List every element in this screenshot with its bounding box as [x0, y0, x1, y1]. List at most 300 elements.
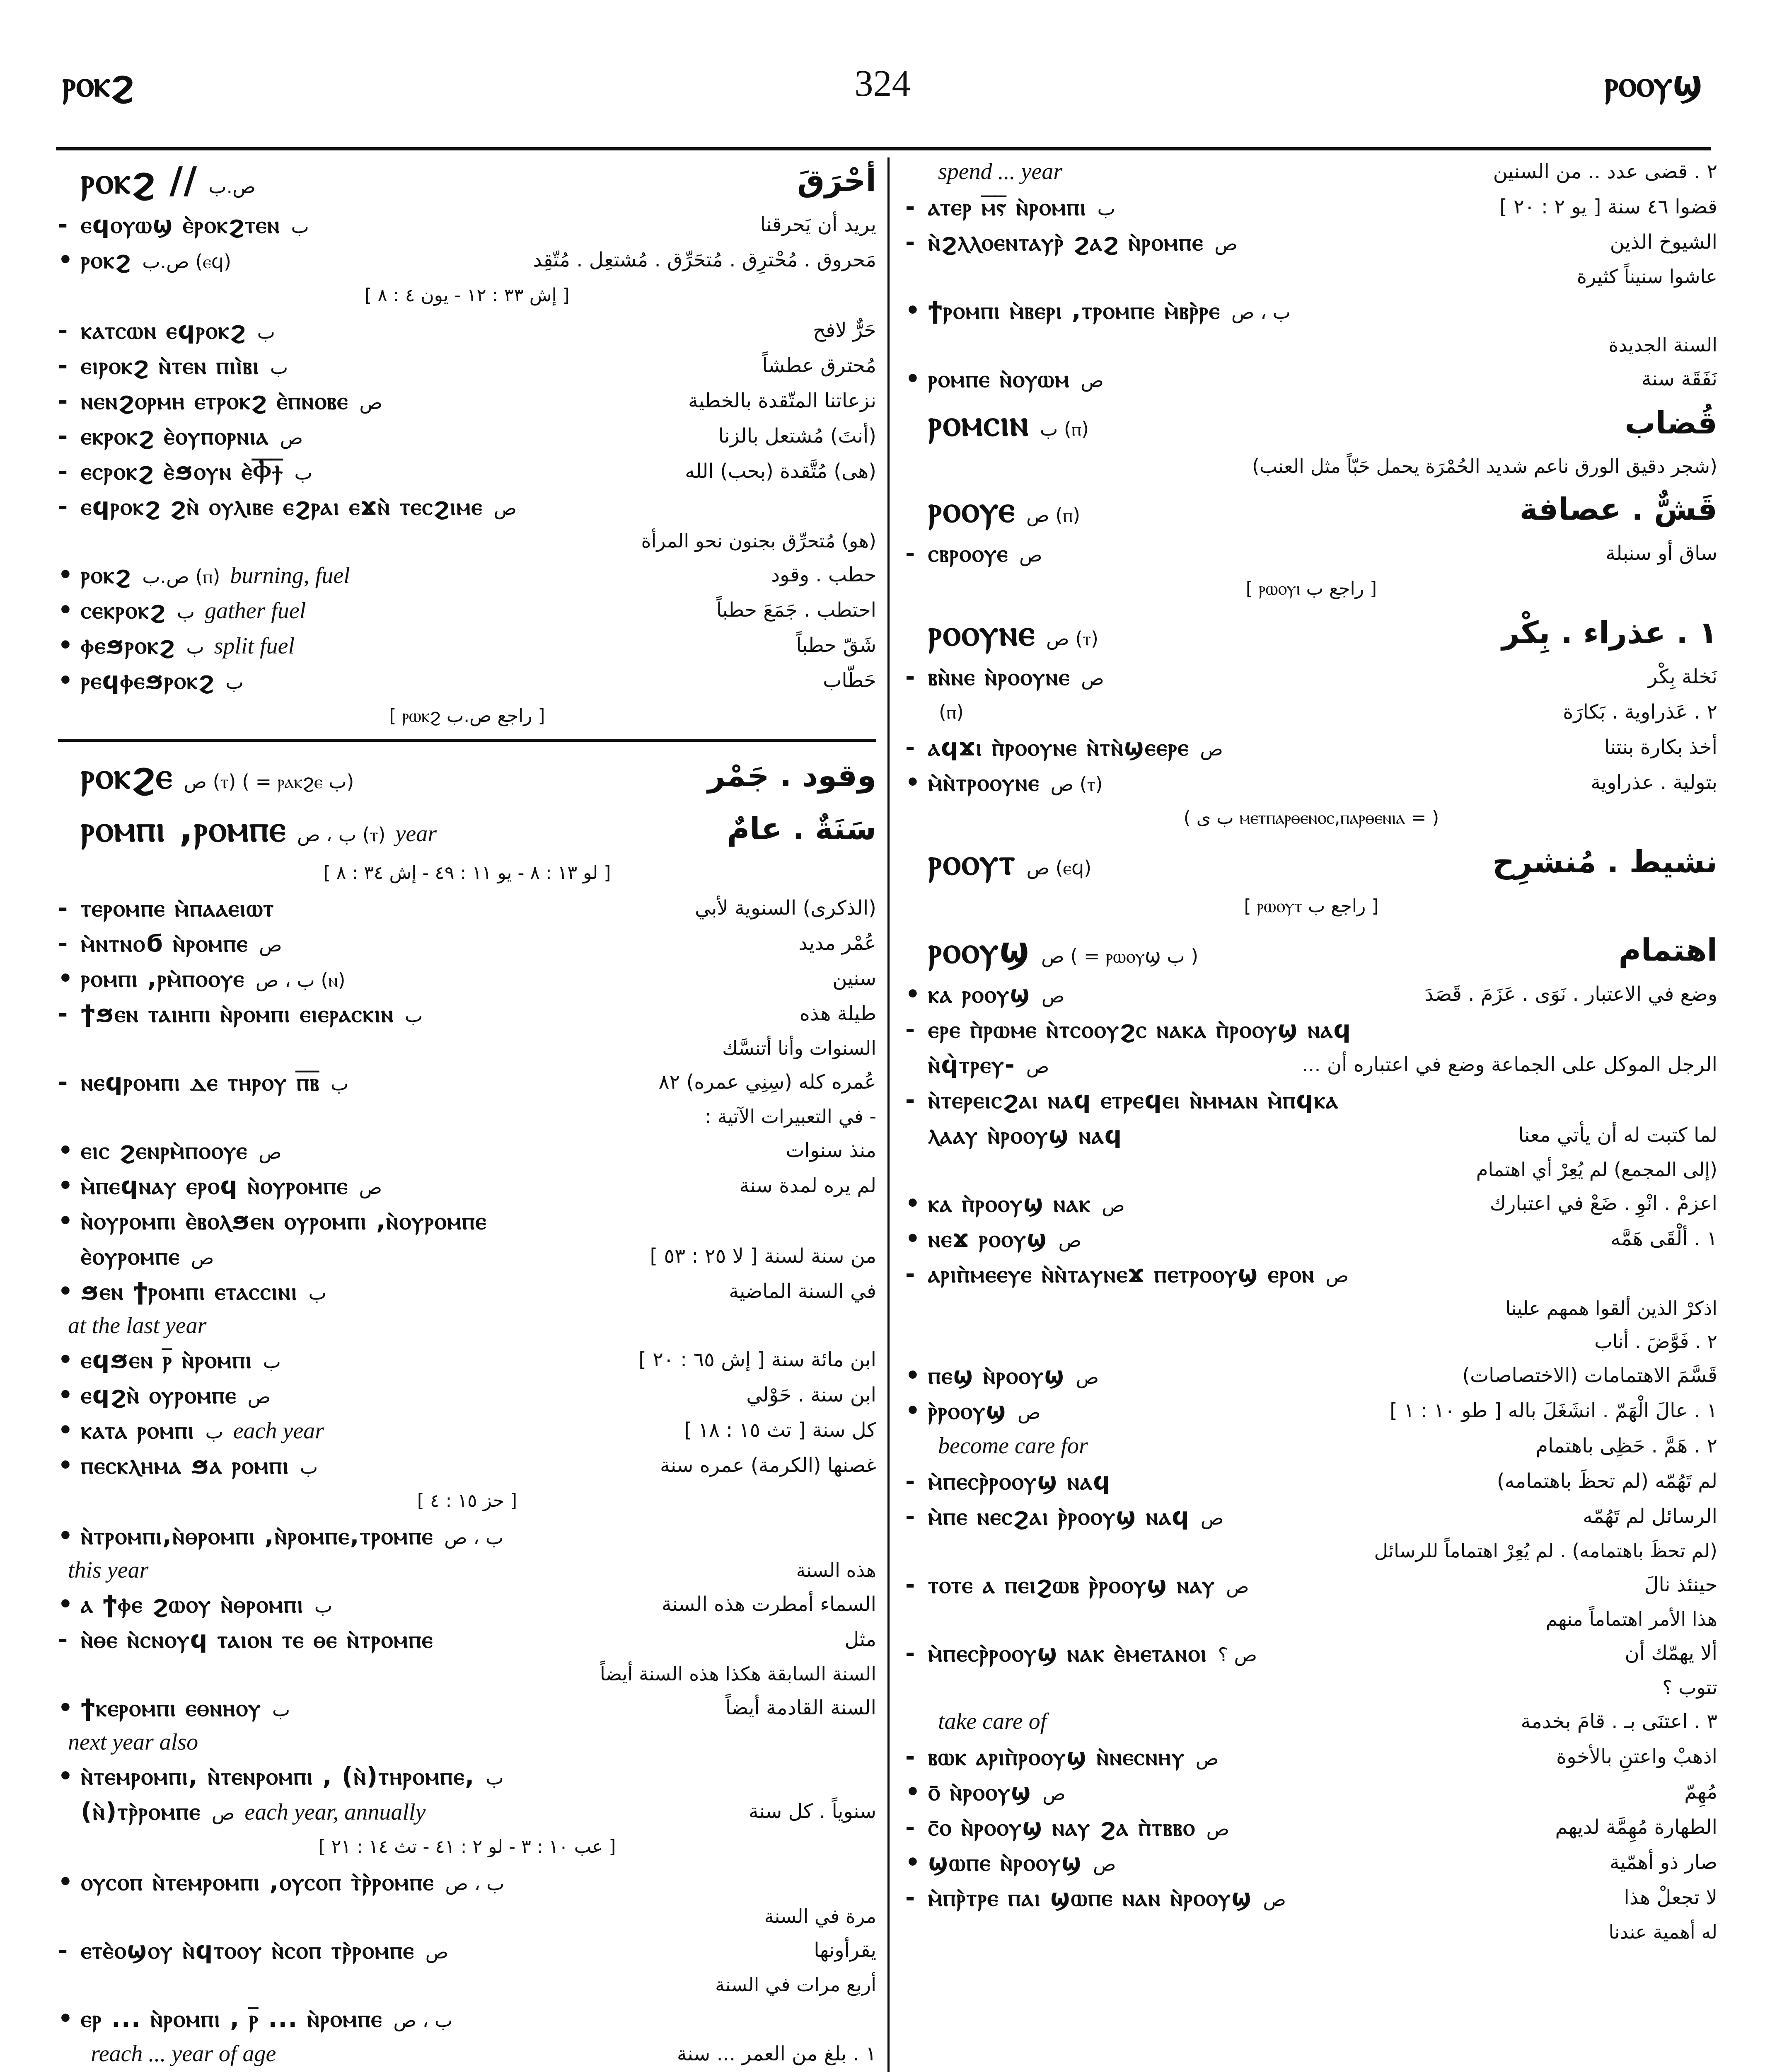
bullet: - [58, 1069, 68, 1096]
dialect-tag: ص ( = ⲣⲱⲟⲩϣ ب ) [1041, 945, 1199, 967]
right-column [905, 154, 1717, 2072]
entry-line [58, 1726, 876, 1759]
dialect-tag: ص [1026, 1055, 1049, 1077]
dialect-tag: ب [257, 321, 275, 343]
entry-line [58, 926, 876, 961]
reference-line [58, 855, 876, 891]
entry-line [905, 977, 1717, 1012]
bullet: • [58, 597, 73, 624]
bullet: - [58, 1000, 68, 1027]
coptic-text: ⲉⲓⲣⲟⲕϩ ⲛ̀ⲧⲉⲛ ⲡⲓⲓ̀ⲃⲓ [81, 351, 259, 380]
english-gloss: next year also [68, 1729, 198, 1755]
entry-line [905, 1464, 1717, 1499]
arabic-gloss: الرجل الموكل على الجماعة وضع في اعتباره أن ... [1301, 1053, 1717, 1076]
dialect-tag: ص [211, 1802, 235, 1824]
coptic-text: ⲛ̀ϥ̀ⲧⲣⲉⲩ- [928, 1051, 1015, 1079]
bullet: • [58, 1382, 73, 1409]
bullet: - [58, 352, 68, 379]
dialect-tag: ب [308, 1282, 326, 1304]
arabic-gloss: طيلة هذه [799, 1002, 876, 1025]
dialect-tag: ص.ب (ⲉϥ) [142, 250, 232, 273]
entry-line [58, 996, 876, 1031]
bullet: - [905, 229, 915, 256]
entry-line [58, 207, 876, 242]
arabic-gloss: ابن مائة سنة [ إش ٦٥ : ٢٠ ] [638, 1348, 876, 1371]
entry-line [905, 1153, 1717, 1186]
bullet: - [58, 930, 68, 957]
arabic-gloss: الطهارة مُهِمَّة لديهم [1555, 1815, 1717, 1839]
entry-line [58, 1031, 876, 1065]
bullet: • [58, 1452, 73, 1479]
entry-headword [58, 749, 876, 802]
bullet: • [58, 1869, 73, 1895]
coptic-text: ⲣⲟⲟⲩⲛⲉ [928, 611, 1036, 654]
entry-headword [58, 154, 876, 207]
english-gloss: reach ... year of age [91, 2041, 276, 2067]
arabic-gloss: مرة في السنة [764, 1905, 876, 1927]
dialect-tag: ص [1081, 369, 1104, 392]
dialect-tag: ص.ب [208, 175, 256, 198]
coptic-text: ⲡⲉϣ ⲛ̀ⲣⲟⲟⲩϣ [928, 1361, 1065, 1389]
entry-line [58, 242, 876, 278]
bullet: • [58, 1763, 73, 1790]
dialect-tag: ص [1263, 1888, 1286, 1910]
bullet: - [58, 211, 68, 238]
dialect-tag: ب ، ص [1231, 301, 1291, 323]
coptic-text: ⲕⲁ ⲡ̀ⲣⲟⲟⲩϣ ⲛⲁⲕ [928, 1189, 1091, 1218]
bullet: • [58, 1137, 73, 1164]
entry-line [905, 1915, 1717, 1949]
english-gloss: split fuel [214, 633, 295, 659]
arabic-gloss: السماء أمطرت هذه السنة [661, 1593, 876, 1616]
dialect-tag: ب [186, 636, 204, 658]
coptic-text: ϧⲉⲛ ϯⲣⲟⲙⲡⲓ ⲉⲧⲁⲥⲥⲓⲛⲓ [81, 1277, 298, 1305]
coptic-text: ⲕⲁⲧⲥⲱⲛ ⲉϥⲣⲟⲕϩ [81, 316, 247, 344]
entry-line [905, 293, 1717, 328]
entry-line [905, 1704, 1717, 1739]
entry-line [905, 1047, 1717, 1082]
dialect-tag: ص [259, 934, 282, 956]
coptic-text: ⲣⲟⲙⲡⲓ ,ⲣⲟⲙⲡⲉ [81, 807, 287, 850]
arabic-gloss: أربع مرات في السنة [715, 1973, 876, 1996]
bullet: • [58, 1172, 73, 1199]
arabic-gloss: عُمْر مديد [798, 932, 876, 955]
entry-line [58, 1448, 876, 1483]
entry-line [905, 189, 1717, 225]
entry-line [58, 2036, 876, 2072]
entry-headword [58, 802, 876, 855]
arabic-gloss: مَحروق . مُحْترِق . مُتحَرِّق . مُشتعِل . مُتّقِد [533, 248, 876, 271]
coptic-text: ⲙ̀ⲡⲉ ⲛⲉⲥϩⲁⲓ ⲣ̀ⲣⲟⲟⲩϣ ⲛⲁϥ [928, 1502, 1190, 1530]
entry-line [58, 1622, 876, 1657]
dialect-tag: ص [259, 1141, 282, 1163]
column-divider [887, 157, 890, 2072]
entry-line [58, 1168, 876, 1203]
english-gloss: year [395, 821, 437, 847]
entry-line [58, 1657, 876, 1690]
arabic-gloss: اهتمام [1618, 932, 1717, 968]
english-gloss: become care for [938, 1433, 1088, 1459]
entry-line [58, 1587, 876, 1622]
coptic-text: ϯⲕⲉⲣⲟⲙⲡⲓ ⲉⲑⲛⲏⲟⲩ [81, 1694, 261, 1722]
arabic-gloss: ٢ . عَذراوية . بَكارَة [1563, 700, 1717, 724]
entry-line [905, 1499, 1717, 1534]
coptic-text: ⲣⲟⲙⲡⲉ ⲛ̀ⲟⲩⲱⲙ [928, 365, 1070, 393]
entry-line [58, 1309, 876, 1342]
english-gloss: each year, annually [244, 1799, 426, 1825]
coptic-text: ⲣⲟⲕϩ [81, 246, 132, 274]
coptic-text: ⲁϥϫⲓ ⲡ̀ⲣⲟⲟⲩⲛⲉ ⲛ̀ⲧⲛ̀ϣⲉⲉⲣⲉ [928, 733, 1190, 761]
arabic-gloss: من سنة لسنة [ لا ٢٥ : ٥٣ ] [650, 1244, 876, 1268]
reference-text: [ راجع ب ⲣⲱⲟⲩⲓ ] [1245, 578, 1377, 599]
arabic-gloss: (هى) مُتَّقدة (بحب) الله [685, 460, 876, 483]
arabic-gloss: قضوا ٤٦ سنة [ يو ٢ : ٢٠ ] [1499, 195, 1717, 218]
bullet: • [905, 981, 920, 1008]
coptic-text: ⲉϥϩⲛ̀ ⲟⲩⲣⲟⲙⲡⲉ [81, 1381, 237, 1409]
coptic-text: ⲉⲣⲉ ⲡ̀ⲣⲱⲙⲉ ⲛ̀ⲧⲥⲟⲟⲩϩⲥ ⲛⲁⲕⲁ ⲡ̀ⲣⲟⲟⲩϣ ⲛⲁϥ [928, 1015, 1352, 1043]
entry-line [58, 2001, 876, 2036]
entry-line [905, 1774, 1717, 1810]
entry-line [905, 1602, 1717, 1636]
coptic-text: ⲛⲉϥⲣⲟⲙⲡⲓ ⲇⲉ ⲧⲏⲣⲟⲩ ⲡ̅ⲃ̅ [81, 1068, 320, 1096]
coptic-text: ⲕⲁⲧⲁ ⲣⲟⲙⲡⲓ [81, 1416, 195, 1444]
dialect-tag: ص (ⲧ) [1050, 773, 1103, 795]
entry-line [905, 1636, 1717, 1671]
dialect-tag: ص [1058, 1229, 1082, 1251]
entry-line [905, 1358, 1717, 1393]
dialect-tag: ب [205, 1421, 223, 1443]
entry-line [905, 765, 1717, 800]
english-gloss: take care of [938, 1709, 1047, 1734]
arabic-gloss: أخذ بكارة بنتنا [1604, 736, 1717, 759]
arabic-gloss: غصنها (الكرمة) عمره سنة [660, 1454, 876, 1477]
coptic-text: ⲣⲟⲙⲥⲓⲛ [928, 402, 1029, 444]
entry-line [905, 730, 1717, 765]
coptic-text: ⲣⲉϥⲫⲉϧⲣⲟⲕϩ [81, 666, 215, 695]
coptic-text: ⲛⲉⲛϩⲟⲣⲙⲏ ⲉⲧⲣⲟⲕϩ ⲉ̀ⲡⲛⲟⲃⲉ [81, 387, 349, 415]
arabic-gloss: في السنة الماضية [729, 1280, 876, 1303]
entry-headword [905, 606, 1717, 659]
entry-line [905, 695, 1717, 730]
dialect-tag: ص (ⲉϥ) [1026, 857, 1092, 879]
reference-text: ( = ⲙⲉⲧⲡⲁⲣⲑⲉⲛⲟⲥ,ⲡⲁⲣⲑⲉⲛⲓⲁ ب ى ) [1183, 807, 1439, 828]
arabic-gloss: سنوياً . كل سنة [748, 1800, 876, 1823]
bullet: • [58, 1591, 73, 1618]
coptic-text: ϯϧⲉⲛ ⲧⲁⲓⲏⲡⲓ ⲛ̀ⲣⲟⲙⲡⲓ ⲉⲓⲉⲣⲁⲥⲕⲓⲛ [81, 1000, 394, 1028]
entry-line [905, 1118, 1717, 1153]
arabic-gloss: هذه السنة [796, 1559, 876, 1581]
bullet: - [58, 1626, 68, 1653]
dialect-tag: ص [1093, 1853, 1116, 1875]
reference-text: [ راجع ص.ب ⲣⲱⲕϩ ] [389, 705, 545, 726]
bullet: • [58, 965, 73, 992]
reference-line [58, 1829, 876, 1864]
bullet: - [905, 734, 915, 761]
arabic-gloss: ١ . عذراء . بِكْر [1501, 615, 1717, 651]
entry-line [58, 1518, 876, 1554]
entry-line [58, 419, 876, 454]
coptic-text: ⲣⲟⲙⲡⲓ ,ⲣⲙ̀ⲡⲟⲟⲩⲉ [81, 964, 245, 992]
entry-line [58, 628, 876, 663]
dialect-tag: ص [1200, 1507, 1224, 1529]
dialect-tag: ب ، ص (ⲛ) [255, 969, 346, 991]
bullet: • [58, 667, 73, 694]
bullet: - [905, 540, 915, 567]
arabic-gloss: يقرأونها [814, 1939, 876, 1962]
dialect-tag: ص [425, 1941, 449, 1963]
reference-line [905, 800, 1717, 835]
dialect-tag: ب ، ص [393, 2009, 453, 2031]
entry-line [905, 154, 1717, 189]
dialect-tag: ص (ⲧ) ( = ⲣⲁⲕϩⲉ ب) [184, 770, 354, 793]
arabic-gloss: (لم تحظَ باهتمامه) . لم يُعِرْ اهتماماً للرسائل [1374, 1539, 1717, 1562]
bullet: - [905, 1571, 915, 1598]
bullet: - [905, 1087, 915, 1113]
coptic-text: ⲣ̀ⲣⲟⲟⲩϣ [928, 1397, 1007, 1425]
coptic-text: ⲙ̀ⲡⲣ̀ⲧⲣⲉ ⲡⲁⲓ ϣⲱⲡⲉ ⲛⲁⲛ ⲛ̀ⲣⲟⲟⲩϣ [928, 1883, 1252, 1912]
arabic-gloss: حَطّاب [823, 669, 876, 692]
entry-line [58, 524, 876, 557]
coptic-text: ⲗⲁⲁⲩ ⲛ̀ⲣⲟⲟⲩϣ ⲛⲁϥ [928, 1121, 1123, 1149]
entry-line [58, 1933, 876, 1968]
coptic-text: ⲛ̀ⲧⲉⲣⲉⲓⲥϩⲁⲓ ⲛⲁϥ ⲉⲧⲣⲉϥⲉⲓ ⲛ̀ⲙⲙⲁⲛ ⲙ̀ⲡϥⲕⲁ [928, 1086, 1339, 1114]
arabic-gloss: السنوات وأنا أتنسَّك [722, 1037, 876, 1059]
dialect-tag: ص [247, 1385, 271, 1408]
entry-line [905, 1012, 1717, 1047]
entry-headword [905, 397, 1717, 450]
arabic-gloss: (الذكرى) السنوية لأبي [695, 896, 876, 920]
coptic-text: ⲁ ϯⲫⲉ ϩⲱⲟⲩ ⲛ̀ⲑⲣⲟⲙⲡⲓ [81, 1590, 304, 1618]
arabic-gloss: ١ . بلغ من العمر ... سنة [677, 2042, 876, 2065]
bullet: - [905, 1468, 915, 1495]
dialect-tag: ص [359, 391, 383, 414]
entry-line [58, 1864, 876, 1900]
arabic-gloss: قُضاب [1625, 405, 1717, 441]
arabic-gloss: هذا الأمر اهتماماً منهم [1545, 1608, 1717, 1630]
arabic-gloss: لم يره لمدة سنة [739, 1174, 876, 1197]
dialect-tag: ب [225, 671, 244, 693]
arabic-gloss: (إلى المجمع) لم يُعِرْ أي اهتمام [1476, 1158, 1717, 1181]
arabic-gloss: اذكرْ الذين ألقوا همهم علينا [1505, 1297, 1717, 1319]
bullet: • [905, 1225, 920, 1252]
dialect-tag: ص [1017, 1401, 1041, 1423]
entry-line [58, 1794, 876, 1829]
bullet: - [58, 458, 68, 485]
coptic-text: ⲉⲥⲣⲟⲕϩ ⲉ̀ϧⲟⲩⲛ ⲉ̀Ⲫ︦ϯ︦ [81, 457, 284, 485]
coptic-text: ⲣⲟⲟⲩϣ [928, 929, 1031, 971]
arabic-gloss: ٢ . هَمَّ . حَظِى باهتمام [1535, 1434, 1717, 1457]
english-gloss: burning, fuel [230, 563, 350, 588]
coptic-text: ⲉⲕⲣⲟⲕϩ ⲉ̀ⲟⲩⲡⲟⲣⲛⲓⲁ [81, 422, 269, 450]
bullet: • [58, 1694, 73, 1721]
arabic-gloss: ساق أو سنبلة [1605, 542, 1717, 565]
entry-line [58, 663, 876, 698]
entry-line [905, 1671, 1717, 1704]
bullet: - [905, 1743, 915, 1770]
entry-line [905, 1880, 1717, 1915]
dialect-tag: ص.ب (ⲡ) [142, 565, 220, 588]
bullet: - [905, 1814, 915, 1841]
arabic-gloss: منذ سنوات [786, 1139, 876, 1162]
arabic-gloss: عاشوا سنيناً كثيرة [1576, 265, 1717, 288]
arabic-gloss: ١ . ألْقَى هَمَّه [1610, 1227, 1717, 1250]
reference-text: [ راجع ب ⲣⲱⲟⲩⲧ ] [1244, 896, 1379, 917]
entry-line [58, 1900, 876, 1933]
bullet: - [58, 317, 68, 344]
entry-line [905, 1256, 1717, 1292]
arabic-gloss: مُحترق عطشاً [762, 354, 876, 377]
arabic-gloss: قَسَّمَ الاهتمامات (الاختصاصات) [1462, 1364, 1717, 1387]
entry-line [905, 1845, 1717, 1880]
coptic-text: ⲙ̀ⲛⲧⲛⲟϭ ⲛ̀ⲣⲟⲙⲡⲉ [81, 929, 248, 957]
entry-line [905, 536, 1717, 571]
bullet: • [905, 1849, 920, 1876]
dialect-tag: ب [300, 1456, 318, 1478]
coptic-text: ⲙ̀ⲡⲉⲥⲣ̀ⲣⲟⲟⲩϣ ⲛⲁϥ [928, 1467, 1111, 1495]
entry-line [58, 1065, 876, 1100]
dialect-tag: ب [291, 215, 309, 237]
dialect-tag: ب [270, 356, 288, 378]
entry-line [905, 260, 1717, 293]
entry-line [905, 1393, 1717, 1428]
english-gloss: this year [68, 1557, 149, 1583]
header-rule [56, 147, 1711, 150]
arabic-gloss: السنة الجديدة [1608, 334, 1717, 356]
dialect-tag: ص [1081, 667, 1104, 690]
arabic-gloss: حَرٌّ لافح [813, 319, 876, 342]
dialect-tag: ص [1325, 1264, 1349, 1287]
bullet: • [905, 297, 920, 324]
entry-line [58, 593, 876, 628]
arabic-gloss: (هو) مُتحرِّق بجنون نحو المرأة [641, 530, 876, 552]
arabic-gloss: ٢ . قضى عدد .. من السنين [1493, 160, 1717, 183]
arabic-gloss: نَفَقَة سنة [1641, 367, 1717, 390]
arabic-gloss: سنين [832, 967, 876, 990]
coptic-text: ⲫⲉϧⲣⲟⲕϩ [81, 631, 176, 659]
dialect-tag: ص [1214, 232, 1238, 255]
bullet: • [905, 1190, 920, 1217]
reference-line [58, 698, 876, 733]
coptic-text: ⲥ̄ⲟ ⲛ̀ⲣⲟⲟⲩϣ ⲛⲁⲩ ϩⲁ ⲡ̀ⲧⲃⲃⲟ [928, 1813, 1196, 1841]
coptic-text: ϯⲣⲟⲙⲡⲓ ⲙ̀ⲃⲉⲣⲓ ,ⲧⲣⲟⲙⲡⲉ ⲙ̀ⲃⲣ̀ⲣⲉ [928, 296, 1221, 324]
arabic-gloss: اذهبْ واعتنِ بالأخوة [1556, 1745, 1717, 1768]
entry-line [905, 1567, 1717, 1602]
arabic-gloss: له أهمية عندنا [1608, 1921, 1717, 1943]
bullet: - [905, 663, 915, 690]
dialect-tag: ص [1042, 1782, 1066, 1805]
coptic-text: ⲣⲟⲕϩ [81, 561, 132, 589]
dialect-tag: ب ، ص [445, 1872, 505, 1895]
arabic-gloss: مُهِمّ [1684, 1780, 1717, 1803]
bullet: - [58, 493, 68, 520]
coptic-text: ⲉⲓⲥ ϩⲉⲛⲣⲙ̀ⲡⲟⲟⲩⲉ [81, 1136, 248, 1164]
coptic-text: ⲛ̀ϩⲗⲗⲟⲉⲛⲧⲁⲩⲣ̀ ϩⲁϩ ⲛ̀ⲣⲟⲙⲡⲉ [928, 228, 1204, 256]
entry-line [58, 1377, 876, 1413]
dialect-tag: ص [1195, 1747, 1219, 1769]
arabic-gloss: حطب . وقود [771, 563, 876, 586]
english-gloss: each year [233, 1418, 324, 1444]
bullet: - [58, 1937, 68, 1964]
dialect-tag: ب ، ص (ⲧ) [297, 823, 386, 846]
dialect-tag: ب [294, 462, 312, 484]
page-header [0, 0, 1765, 133]
coptic-text: ⲥⲃⲣⲟⲟⲩⲉ [928, 539, 1008, 567]
arabic-gloss: عُمره كله (سِنِي عمره) ٨٢ [658, 1070, 876, 1094]
entry-line [58, 348, 876, 383]
coptic-text: ⲛⲉϫ ⲣⲟⲟⲩϣ [928, 1225, 1048, 1253]
entry-line [905, 1810, 1717, 1845]
entry-line [905, 1186, 1717, 1221]
dialect-tag: ص (ⲧ) [1046, 627, 1099, 650]
arabic-gloss: ألا يهمّك أن [1625, 1641, 1717, 1665]
coptic-text: ⲟⲩⲥⲟⲡ ⲛ̀ⲧⲉⲙⲣⲟⲙⲡⲓ ,ⲟⲩⲥⲟⲡ ⲧ̀ⲣ̀ⲣⲟⲙⲡⲉ [81, 1868, 435, 1896]
entry-line [58, 1239, 876, 1274]
running-head-left: ⲣⲟⲕϩ [62, 62, 134, 105]
english-gloss: at the last year [68, 1313, 207, 1339]
entry-line [905, 1221, 1717, 1256]
coptic-text: ⲙ̀ⲡⲉⲥⲣ̀ⲣⲟⲟⲩϣ ⲛⲁⲕ ⲉ̀ⲙⲉⲧⲁⲛⲟⲓ [928, 1639, 1207, 1667]
entry-line [905, 450, 1717, 483]
bullet: • [905, 769, 920, 796]
entry-line [905, 1428, 1717, 1464]
dialect-tag: ب [314, 1595, 333, 1617]
reference-text: [ لو ١٣ : ٨ - يو ١١ : ٤٩ - إش ٣٤ : ٨ ] [323, 862, 611, 884]
bullet: • [58, 2005, 73, 2032]
coptic-text: ⲣⲟⲟⲩⲧ [928, 840, 1016, 883]
arabic-gloss: احتطب . جَمَعَ حطباً [716, 598, 876, 622]
left-column [58, 154, 876, 2072]
dialect-tag: ص [1206, 1818, 1230, 1840]
entry-line [58, 961, 876, 996]
dialect-tag: ب [176, 600, 195, 623]
coptic-text: ⲥⲉⲕⲣⲟⲕϩ [81, 596, 166, 624]
entry-line [58, 1690, 876, 1726]
bullet: - [58, 423, 68, 450]
entry-headword [905, 924, 1717, 977]
running-head-right: ⲣⲟⲟⲩϣ [1604, 62, 1703, 105]
arabic-gloss: قَشٌّ . عصافة [1519, 491, 1717, 527]
coptic-text: ⲕⲁ ⲣⲟⲟⲩϣ [928, 980, 1031, 1008]
english-gloss: spend ... year [938, 159, 1063, 184]
arabic-gloss: اعزمْ . انْوِ . ضَعْ في اعتبارك [1489, 1192, 1717, 1215]
arabic-gloss: يريد أن يَحرقنا [760, 213, 876, 236]
bullet: - [905, 1503, 915, 1530]
bullet: • [58, 1523, 73, 1549]
coptic-text: ⲉϥⲣⲟⲕϩ ϩⲛ̀ ⲟⲩⲗⲓⲃⲉ ⲉϩⲣⲁⲓ ⲉϫⲛ̀ ⲧⲉⲥϩⲓⲙⲉ [81, 492, 483, 520]
arabic-gloss: ابن سنة . حَوْلي [746, 1383, 876, 1406]
bullet: • [58, 247, 73, 274]
entry-headword [905, 483, 1717, 536]
coptic-text: ⲉⲧⲉ̀ⲟϣⲟⲩ ⲛ̀ϥⲧⲟⲟⲩ ⲛ̀ⲥⲟⲡ ⲧⲣ̀ⲣⲟⲙⲡⲉ [81, 1936, 415, 1964]
arabic-gloss: ١ . عالَ الْهَمّ . انشَغَلَ باله [ طو ١٠ : ١ ] [1390, 1399, 1717, 1422]
dialect-tag: ب [330, 1072, 349, 1095]
entry-line [905, 328, 1717, 361]
entry-line [58, 1203, 876, 1239]
bullet: • [58, 1346, 73, 1373]
entry-line [905, 225, 1717, 260]
entry-line [905, 1325, 1717, 1358]
section-rule [58, 739, 876, 742]
dialect-tag: ب [405, 1004, 423, 1026]
coptic-text: ⲙ̀ⲛ̀ⲧⲣⲟⲟⲩⲛⲉ [928, 768, 1040, 796]
dialect-tag: ص [1076, 1366, 1099, 1388]
arabic-gloss: صار ذو أهمّية [1609, 1851, 1717, 1874]
arabic-gloss: ٢ . فَوَّضَ . أناب [1594, 1330, 1717, 1353]
dialect-tag: ص [493, 497, 517, 519]
arabic-gloss: الشيوخ الذين [1610, 230, 1717, 254]
entry-line [58, 891, 876, 926]
arabic-gloss: حينئذ نالَ [1644, 1573, 1717, 1596]
